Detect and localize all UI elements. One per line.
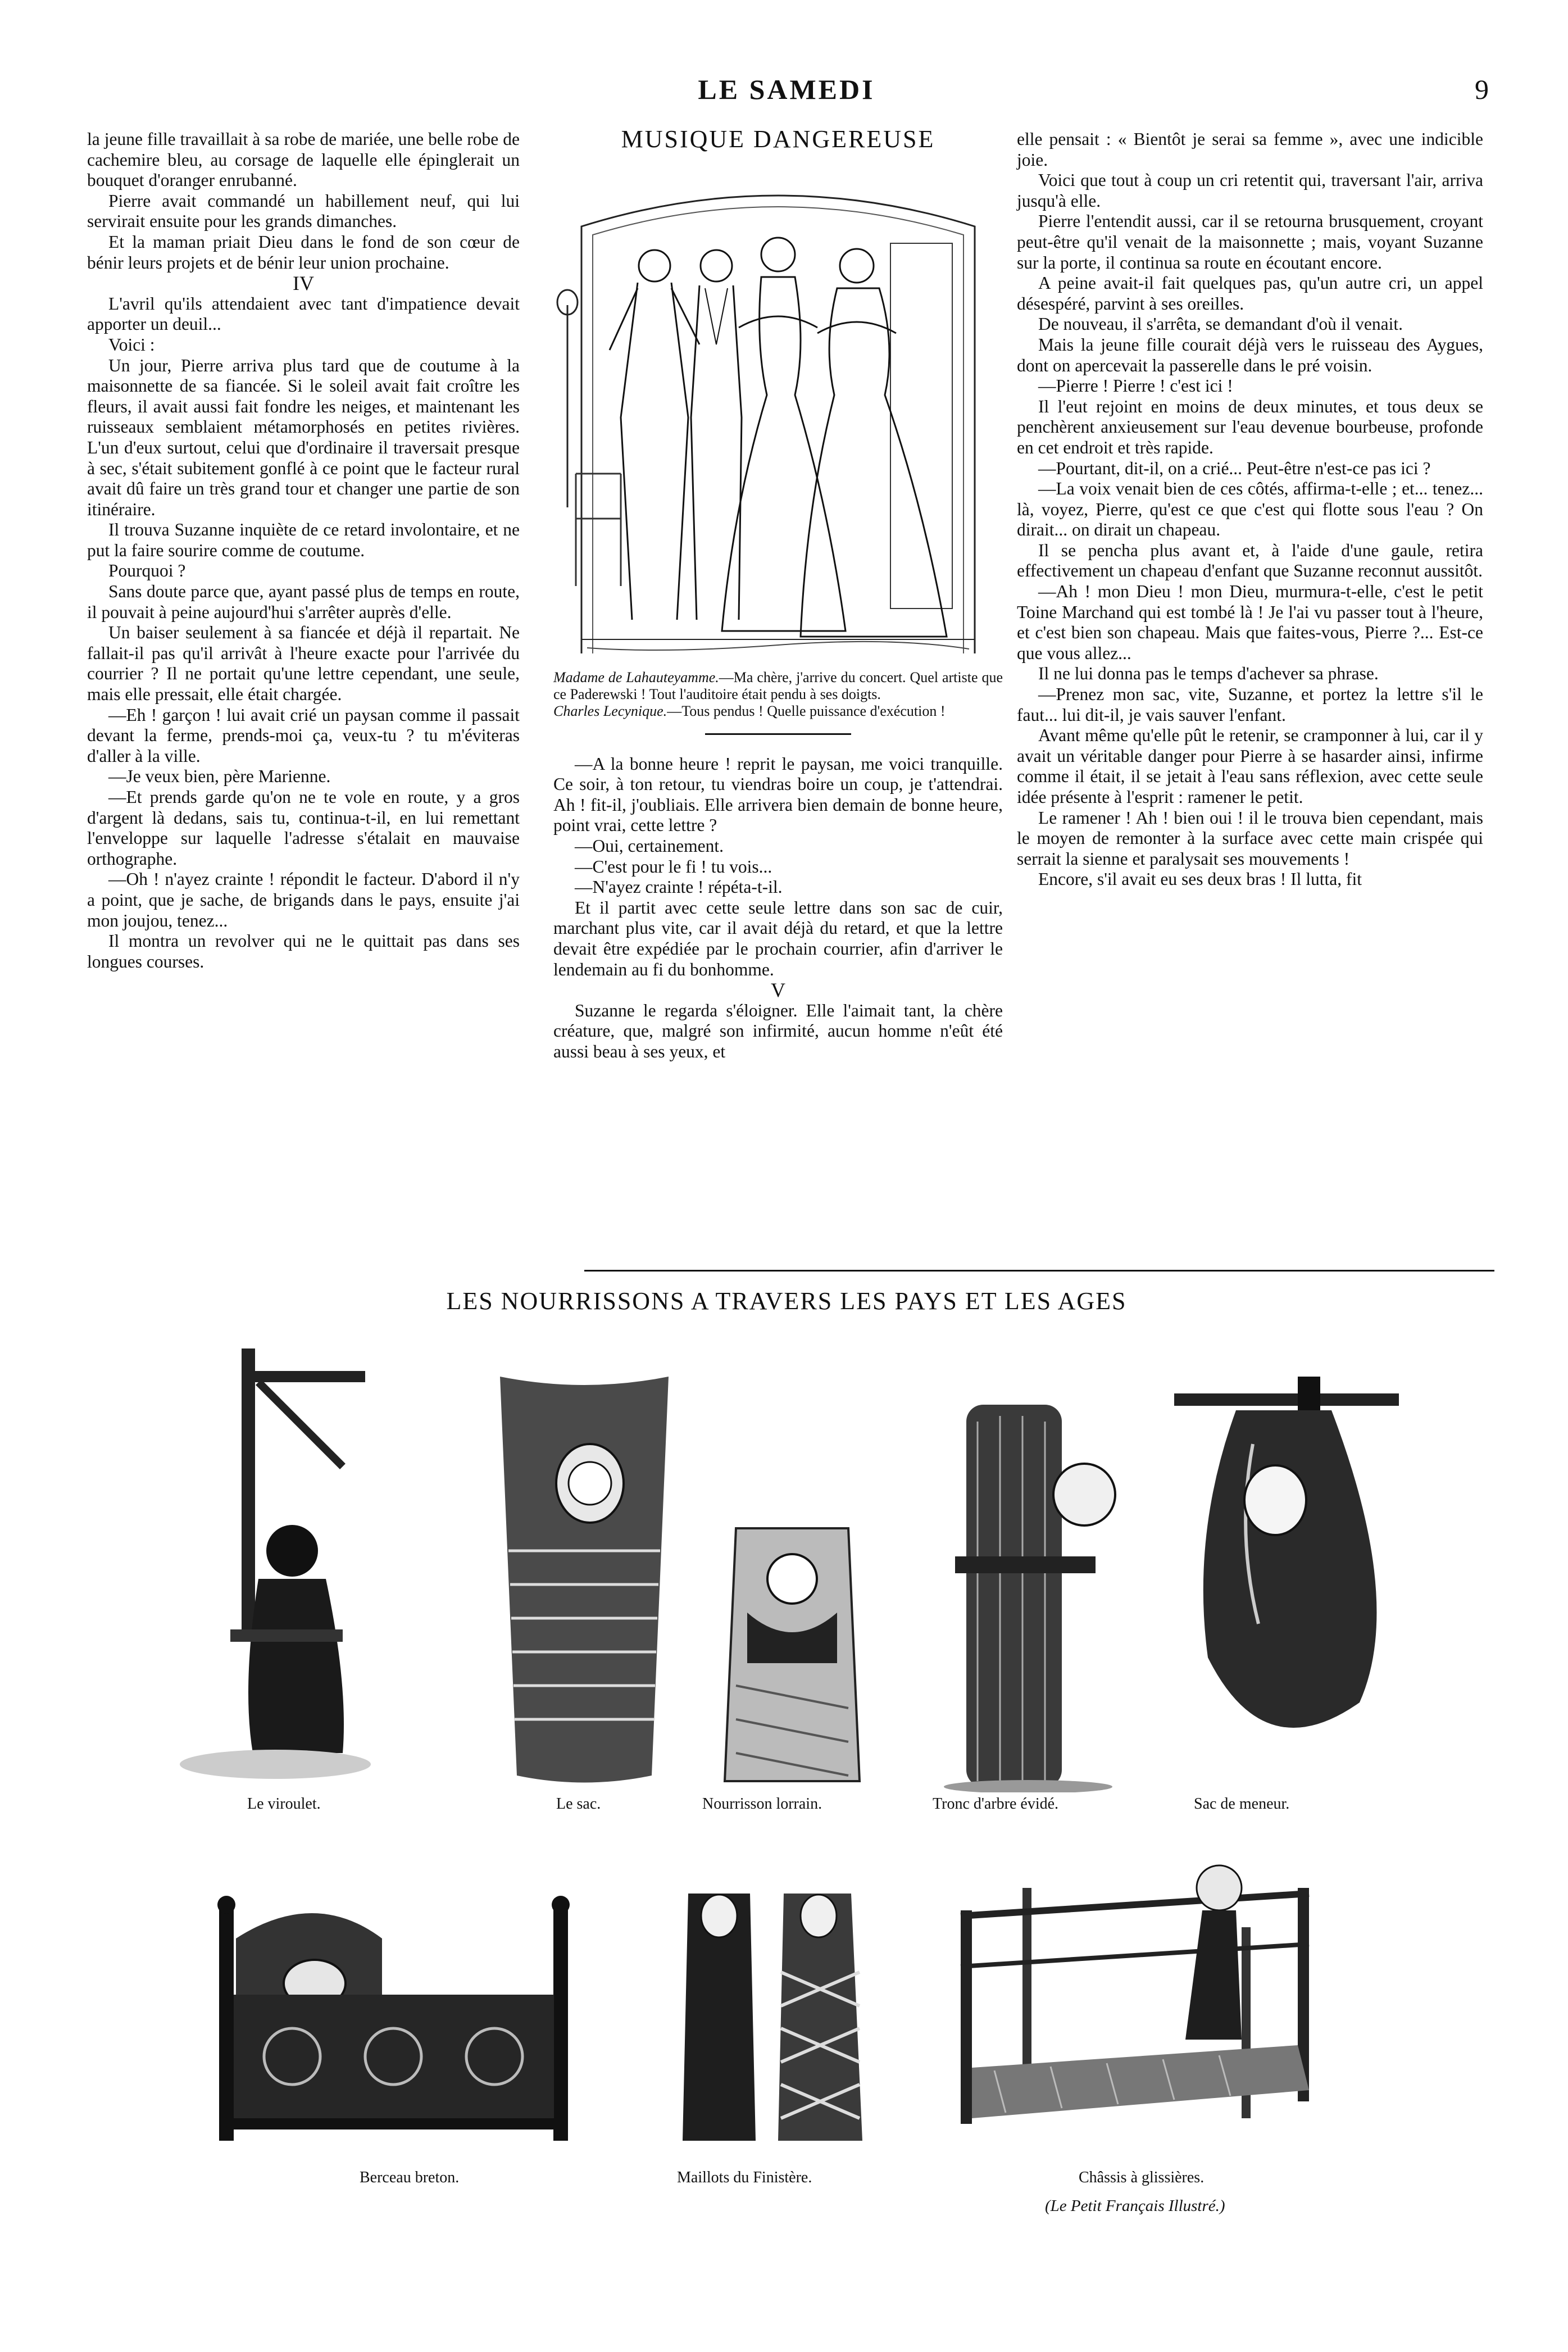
paragraph: Pierre avait commandé un habillement neuf, qui lui servirait ensuite pour les grands dimanches. (87, 190, 520, 231)
paragraph: Suzanne le regarda s'éloigner. Elle l'aimait tant, la chère créature, que, malgré son infirmité, aucun homme n'eût été aussi beau à ses yeux, et (553, 1000, 1003, 1061)
caption-maillots: Maillots du Finistère. (677, 2169, 812, 2186)
caption-viroulet: Le viroulet. (247, 1795, 321, 1813)
caption-line-1: —Ma chère, j'arrive du concert. Quel artiste que ce Paderewski ! Tout l'auditoire était pendu à ses doigts. (553, 669, 1003, 702)
masthead-title: LE SAMEDI (698, 74, 875, 105)
paragraph: —Oui, certainement. (575, 836, 724, 856)
chassis-illustration (938, 1854, 1331, 2146)
tronc-illustration (933, 1399, 1124, 1792)
masthead (84, 73, 1489, 112)
maillots-illustration (671, 1871, 874, 2152)
paragraph: Avant même qu'elle pût le retenir, se cramponner à lui, car il y avait un véritable danger pour Pierre à se hasarder ainsi, infirme comme il était, il se jetait à l'eau sans réflexion, avec cette seule idée présente à l'esprit : ramener le petit. (1017, 725, 1483, 807)
caption-speaker-2: Charles Lecynique. (553, 702, 667, 719)
paragraph: Mais la jeune fille courait déjà vers le ruisseau des Aygues, dont on apercevait la passerelle dans le pré voisin. (1017, 334, 1483, 375)
paragraph: Il montra un revolver qui ne le quittait pas dans ses longues courses. (87, 931, 520, 971)
caption-sac: Le sac. (556, 1795, 601, 1813)
paragraph: Le ramener ! Ah ! bien oui ! il le trouva bien cependant, mais le moyen de remonter à la surface avec cette main crispée qui serrait la sienne et paralysait ses mouvements ! (1017, 807, 1483, 869)
paragraph: —Je veux bien, père Marienne. (108, 766, 331, 787)
figure-berceau (202, 1894, 584, 2152)
caption-meneur: Sac de meneur. (1194, 1795, 1290, 1813)
sac-illustration (494, 1371, 674, 1792)
caption-chassis: Châssis à glissières. (1079, 2169, 1205, 2186)
section-number: V (771, 979, 785, 1002)
paragraph: Un baiser seulement à sa fiancée et déjà il repartait. Ne fallait-il pas qu'il arrivât à l'heure exacte pour l'arrivée du courrier ? Il ne portait qu'une lettre cependant, une seule, mais elle pressait, elle était chargée. (87, 623, 520, 705)
paragraph: —Pourtant, dit-il, on a crié... Peut-être n'est-ce pas ici ? (1038, 458, 1431, 478)
figure-lorrain (713, 1517, 871, 1792)
paragraph: Voici que tout à coup un cri retentit qui, traversant l'air, arriva jusqu'à elle. (1017, 170, 1483, 211)
figure-maillots (671, 1871, 874, 2152)
paragraph: —Et prends garde qu'on ne te vole en route, y a gros d'argent là dedans, sais tu, continua-t-il, en lui remettant l'enveloppe sur laquelle l'adresse s'étalait en mauvaise orthographe. (87, 787, 520, 869)
paragraph: Il se pencha plus avant et, à l'aide d'une gaule, retira effectivement un chapeau d'enfant que Suzanne reconnut aussitôt. (1017, 540, 1483, 581)
paragraph: A peine avait-il fait quelques pas, qu'un autre cri, un appel désespéré, parvint à ses oreilles. (1017, 273, 1483, 314)
caption-berceau: Berceau breton. (360, 2169, 460, 2186)
paragraph: la jeune fille travaillait à sa robe de mariée, une belle robe de cachemire bleu, au corsage de laquelle elle épinglerait un bouquet d'oranger enrubanné. (87, 129, 520, 190)
figure-tronc (933, 1399, 1124, 1792)
paragraph: Pourquoi ? (108, 561, 186, 581)
section-number: IV (293, 272, 314, 295)
paragraph: —Prenez mon sac, vite, Suzanne, et portez la lettre s'il le faut... lui dit-il, je vais sauver l'enfant. (1017, 684, 1483, 725)
paragraph: —Eh ! garçon ! lui avait crié un paysan comme il passait devant la ferme, prends-moi ça, veux-tu ? tu m'éviteras d'aller à la ville. (87, 705, 520, 766)
paragraph: Encore, s'il avait eu ses deux bras ! Il lutta, fit (1038, 869, 1362, 889)
illustration-title: MUSIQUE DANGEREUSE (621, 125, 935, 153)
figure-meneur (1169, 1365, 1405, 1781)
illustration-caption (553, 669, 1003, 720)
lorrain-illustration (713, 1517, 871, 1792)
paragraph: —C'est pour le fi ! tu vois... (575, 856, 772, 877)
divider (705, 733, 851, 735)
meneur-illustration (1169, 1365, 1405, 1781)
paragraph: Et il partit avec cette seule lettre dans son sac de cuir, marchant plus vite, car il avait déjà du retard, et que la lettre devait être expédiée par le prochain courrier, afin d'arriver le lendemain au fi du bonhomme. (553, 897, 1003, 979)
column-3 (1017, 129, 1483, 890)
paragraph: Il trouva Suzanne inquiète de ce retard involontaire, et ne put la faire sourire comme de coutume. (87, 520, 520, 560)
column-1 (87, 129, 520, 972)
caption-line-2: —Tous pendus ! Quelle puissance d'exécution ! (667, 702, 946, 719)
page-number: 9 (1475, 74, 1489, 105)
section-divider (584, 1270, 1494, 1272)
paragraph: Il l'eut rejoint en moins de deux minutes, et tous deux se penchèrent anxieusement sur l'eau devenue bourbeuse, profonde en cet endroit et très rapide. (1017, 396, 1483, 457)
figure-viroulet (163, 1348, 388, 1787)
paragraph: —Pierre ! Pierre ! c'est ici ! (1038, 376, 1233, 396)
viroulet-illustration (163, 1348, 388, 1787)
paragraph: Un jour, Pierre arriva plus tard que de coutume à la maisonnette de sa fiancée. Si le soleil avait fait croître les fleurs, il avait aussi fait fondre les neiges, et maintenant les ruisseaux semblaient métamorphosés en petites rivières. L'un d'eux surtout, celui que d'ordinaire il traversait presque à sec, s'était subitement gonflé à ce point que le facteur rural avait dû faire un très grand tour et changer une partie de son itinéraire. (87, 355, 520, 519)
figure-sac (494, 1371, 674, 1792)
berceau-illustration (202, 1894, 584, 2152)
column-2 (553, 125, 1003, 1063)
caption-lorrain: Nourrisson lorrain. (702, 1795, 822, 1813)
gallery-title: LES NOURRISSONS A TRAVERS LES PAYS ET LES AGES (446, 1287, 1127, 1315)
paragraph: —Ah ! mon Dieu ! mon Dieu, murmura-t-elle, c'est le petit Toine Marchand qui est tombé là ! Je l'ai vu passer tout à l'heure, et c'est bien son chapeau. Mais que faites-vous, Pierre ?... Est-ce que vous allez... (1017, 582, 1483, 663)
paragraph: Il ne lui donna pas le temps d'achever sa phrase. (1038, 664, 1379, 684)
paragraph: —Oh ! n'ayez crainte ! répondit le facteur. D'abord il n'y a point, que je sache, de brigands dans le pays, ensuite j'ai mon joujou, tenez... (87, 869, 520, 930)
paragraph: —N'ayez crainte ! répéta-t-il. (575, 877, 783, 897)
paragraph: Voici : (108, 334, 155, 355)
caption-speaker-1: Madame de Lahauteyamme. (553, 669, 719, 685)
credit-line: (Le Petit Français Illustré.) (1045, 2197, 1225, 2215)
paragraph: De nouveau, il s'arrêta, se demandant d'où il venait. (1038, 314, 1403, 334)
paragraph: —La voix venait bien de ces côtés, affirma-t-elle ; et... tenez... là, voyez, Pierre, qu'est ce que c'est qui flotte sous l'eau ? On dirait... on dirait un chapeau. (1017, 479, 1483, 540)
paragraph: —A la bonne heure ! reprit le paysan, me voici tranquille. Ce soir, à ton retour, tu viendras boire un coup, je t'attendrai. Ah ! fit-il, j'oubliais. Elle arrivera bien demain de bonne heure, point vrai, cette lettre ? (553, 753, 1003, 836)
paragraph: Pierre l'entendit aussi, car il se retourna brusquement, croyant peut-être qu'il venait de la maisonnette ; mais, voyant Suzanne sur la porte, il continua sa route en écoutant encore. (1017, 211, 1483, 273)
caption-tronc: Tronc d'arbre évidé. (933, 1795, 1059, 1813)
paragraph: Et la maman priait Dieu dans le fond de son cœur de bénir leurs projets et de bénir leur union prochaine. (87, 231, 520, 273)
musique-dangereuse-illustration (553, 159, 1003, 659)
figure-chassis (938, 1854, 1331, 2146)
paragraph: Sans doute parce que, ayant passé plus de temps en route, il pouvait à peine aujourd'hui s'arrêter auprès d'elle. (87, 582, 520, 622)
paragraph: L'avril qu'ils attendaient avec tant d'impatience devait apporter un deuil... (87, 293, 520, 334)
paragraph: elle pensait : « Bientôt je serai sa femme », avec une indicible joie. (1017, 129, 1483, 170)
